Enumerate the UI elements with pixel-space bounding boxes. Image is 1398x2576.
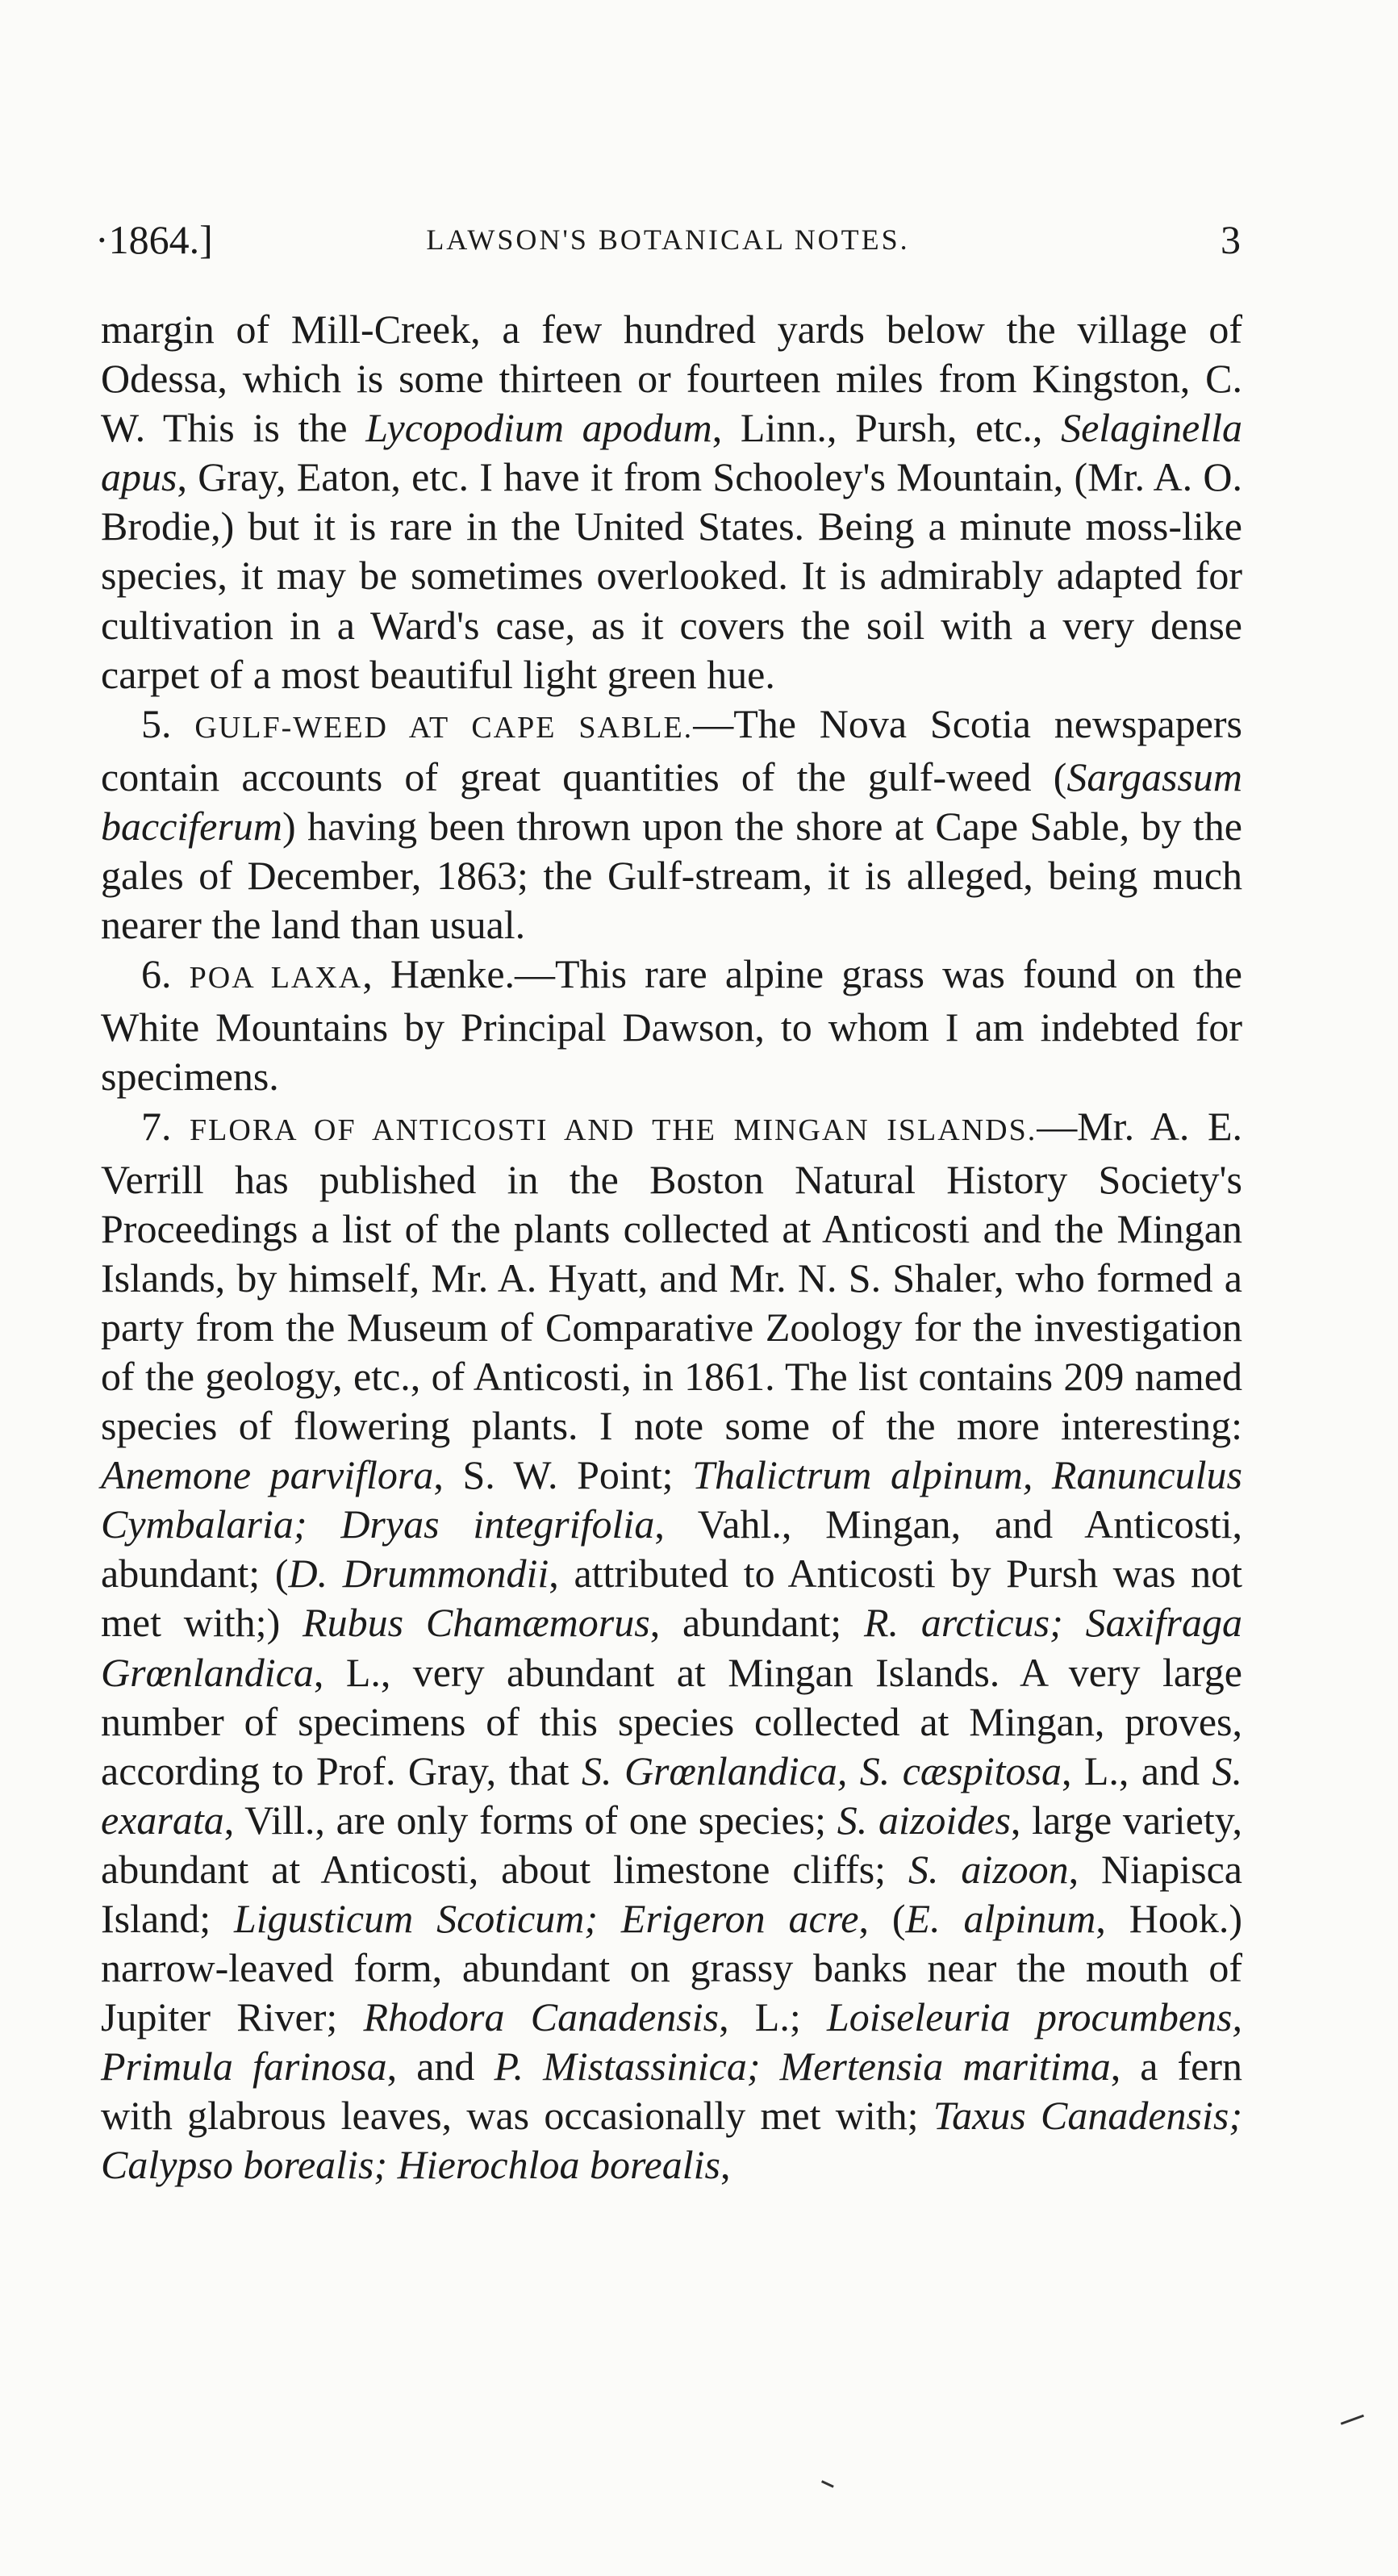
body-text [101,305,1242,2190]
paragraph-6-poa-laxa: 6. POA LAXA, Hænke.—This rare alpine grass was found on the White Mountains by Principal Dawson, to whom I am indebted for specimens. [101,951,1242,1100]
page-number: 3 [1221,217,1241,262]
paragraph-5-gulf-weed: 5. GULF-WEED AT CAPE SABLE.—The Nova Scotia newspapers contain accounts of great quantities of the gulf-weed (Sargassum bacciferum) having been thrown upon the shore at Cape Sable, by the gales of December, 1863; the Gulf-stream, it is alleged, being much nearer the land than usual. [101,700,1243,948]
header-year: ·1864.] [95,217,213,262]
header-title: LAWSON'S BOTANICAL NOTES. [426,223,910,256]
paragraph-7-flora-anticosti: 7. FLORA OF ANTICOSTI AND THE MINGAN ISLANDS.—Mr. A. E. Verrill has published in the Boston Natural History Society's Proceedings a list of the plants collected at Anticosti and the Mingan Islands, by himself, Mr. A. Hyatt, and Mr. N. S. Shaler, who formed a party from the Museum of Comparative Zoology for the investigation of the geology, etc., of Anticosti, in 1861. The list contains 209 named species of flowering plants. I note some of the more interesting: Anemone parviflora, S. W. Point; Thalictrum alpinum, Ranunculus Cymbalaria; Dryas integrifolia, Vahl., Mingan, and Anticosti, abundant; (D. Drummondii, attributed to Anticosti by Pursh was not met with;) Rubus Chamæmorus, abundant; R. arcticus; Saxifraga Grœnlandica, L., very abundant at Mingan Islands. A very large number of specimens of this species collected at Mingan, proves, according to Prof. Gray, that S. Grœnlandica, S. cæspitosa, L., and S. exarata, Vill., are only forms of one species; S. aizoides, large variety, abundant at Anticosti, about limestone cliffs; S. aizoon, Niapisca Island; Ligusticum Scoticum; Erigeron acre, (E. alpinum, Hook.) narrow-leaved form, abundant on grassy banks near the mouth of Jupiter River; Rhodora Canadensis, L.; Loiseleuria procumbens, Primula farinosa, and P. Mistassinica; Mertensia maritima, a fern with glabrous leaves, was occasionally met with; Taxus Canadensis; Calypso borealis; Hierochloa borealis, [101,1103,1243,2188]
running-header [95,216,1241,273]
stray-print-mark [1338,2408,1364,2425]
section-title-gulf-weed: GULF-WEED AT CAPE SABLE. [194,710,694,745]
paragraph-4-continuation: margin of Mill-Creek, a few hundred yards below the village of Odessa, which is some thirteen or fourteen miles from Kingston, C. W. This is the Lycopodium apodum, Linn., Pursh, etc., Selaginella apus, Gray, Eaton, etc. I have it from Schooley's Mountain, (Mr. A. O. Brodie,) but it is rare in the United States. Being a minute moss-like species, it may be sometimes overlooked. It is admirably adapted for cultivation in a Ward's case, as it covers the soil with a very dense carpet of a most beautiful light green hue. [101,307,1243,697]
section-title-poa-laxa: POA LAXA [189,961,363,996]
stray-print-mark [821,2473,837,2488]
section-title-flora-anticosti: FLORA OF ANTICOSTI AND THE MINGAN ISLANDS. [190,1113,1037,1147]
